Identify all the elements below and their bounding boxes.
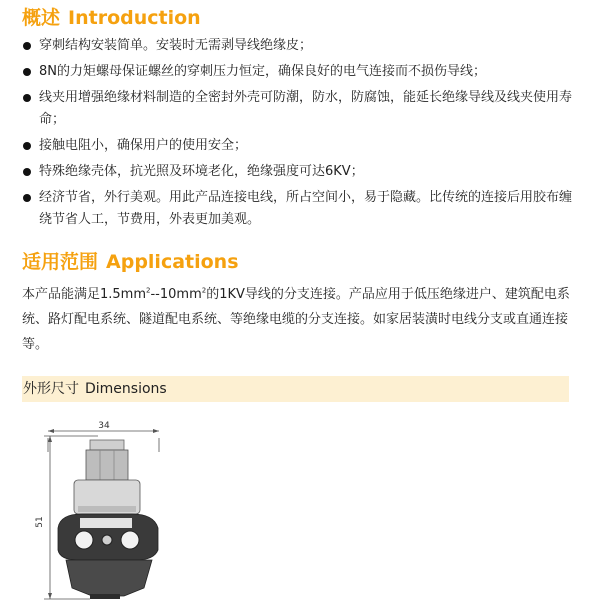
applications-heading-cn: 适用范围 <box>22 251 99 273</box>
feature-item: 穿刺结构安装简单。安装时无需剥导线绝缘皮； <box>22 35 582 57</box>
connector-upper-body <box>74 480 140 514</box>
applications-heading-en: Applications <box>106 251 239 273</box>
area-superscript: 2 <box>146 286 151 295</box>
connector-dimension-drawing <box>20 410 180 610</box>
applications-text-part1: 本产品能满足1.5mm <box>22 287 147 302</box>
feature-item: 经济节省，外行美观。用此产品连接电线，所占空间小，易于隐藏。比传统的连接后用胶布缠绕节省人工，节费用，外表更加美观。 <box>22 187 582 231</box>
feature-item: 线夹用增强绝缘材料制造的全密封外壳可防潮，防水，防腐蚀，能延长绝缘导线及线夹使用寿命； <box>22 87 582 131</box>
applications-paragraph <box>22 282 570 357</box>
dimensions-heading-cn: 外形尺寸 <box>23 381 79 397</box>
introduction-heading <box>22 3 201 30</box>
width-dimension-label: 34 <box>98 421 110 431</box>
connector-housing <box>58 514 158 560</box>
introduction-heading-en: Introduction <box>68 7 201 29</box>
connector-lower-cap <box>66 560 152 599</box>
applications-text-part2: --10mm <box>150 287 202 302</box>
dimensions-heading-bar <box>22 376 569 402</box>
applications-text-part3: 的1KV导线的分支连接。产品应用于低压绝缘进户、建筑配电系统、路灯配电系统、隧道配电系统、等绝缘电缆的分支连接。如家居装潢时电线分支或直通连接等。 <box>22 287 570 352</box>
applications-heading <box>22 247 239 274</box>
introduction-heading-cn: 概述 <box>22 7 61 29</box>
feature-list <box>22 35 582 235</box>
height-dimension-label: 51 <box>35 516 45 528</box>
dimensions-heading-en: Dimensions <box>85 381 167 397</box>
feature-item: 特殊绝缘壳体，抗光照及环境老化，绝缘强度可达6KV； <box>22 161 582 183</box>
area-superscript: 2 <box>201 286 207 295</box>
feature-item: 接触电阻小，确保用户的使用安全； <box>22 135 582 157</box>
torque-nut <box>86 440 128 480</box>
feature-item: 8N的力矩螺母保证螺丝的穿刺压力恒定，确保良好的电气连接而不损伤导线； <box>22 61 582 83</box>
